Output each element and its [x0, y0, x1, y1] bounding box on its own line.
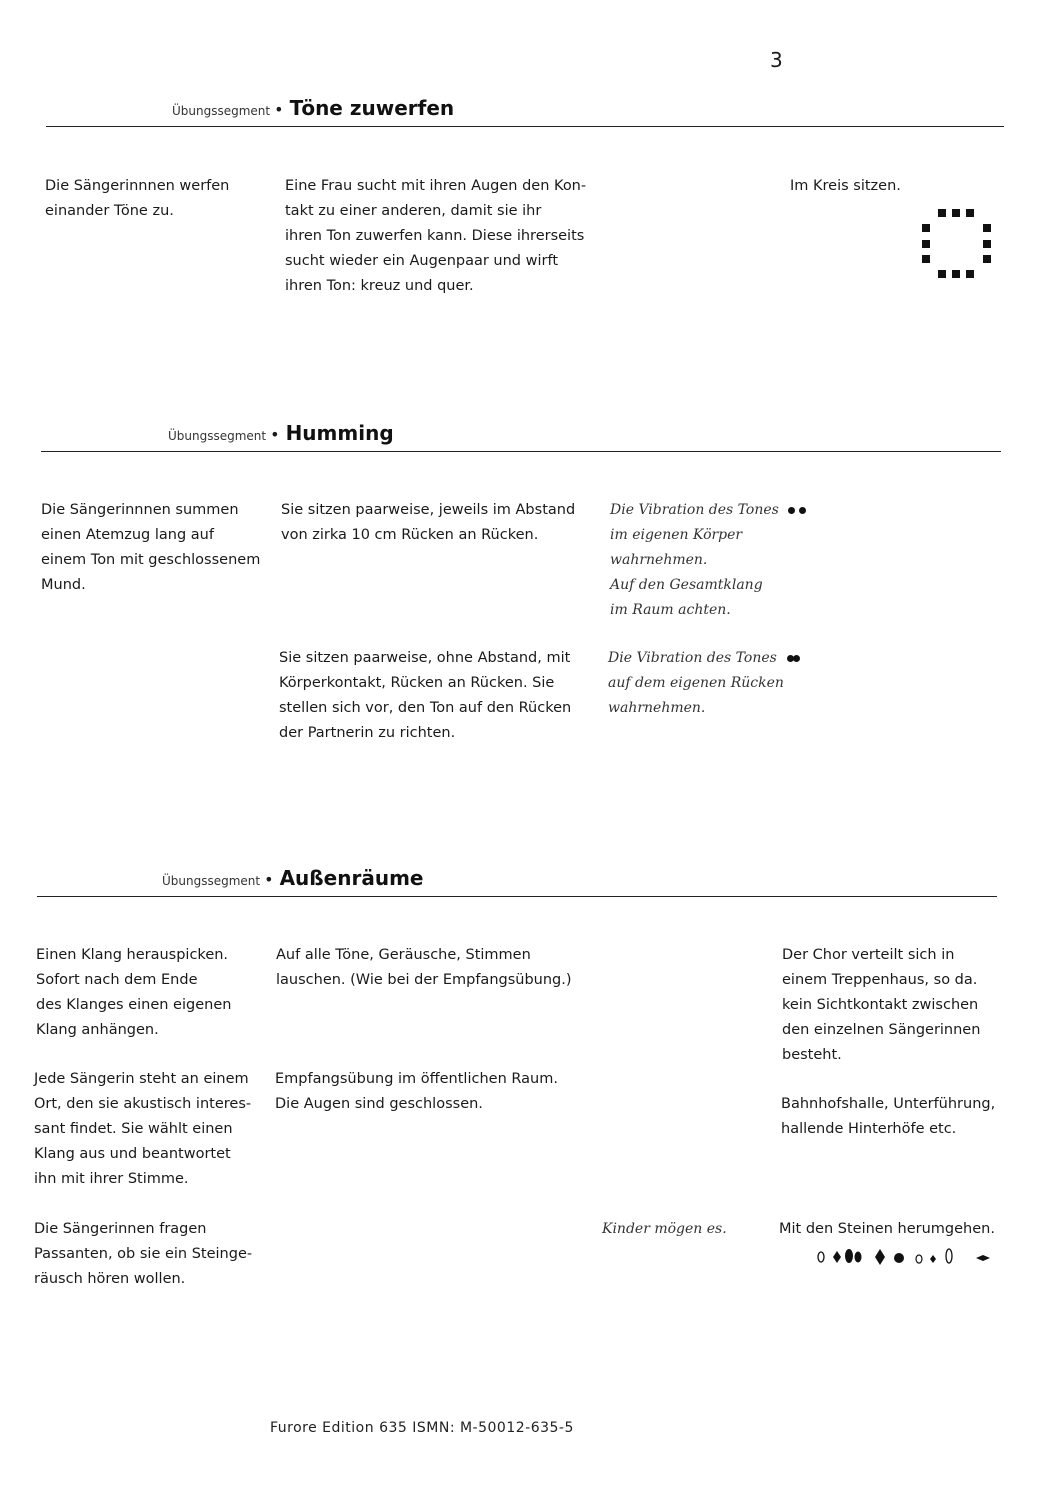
setup-text: Bahnhofshalle, Unterführung, hallende Hinterhöfe etc.: [781, 1096, 996, 1137]
description-text: Jede Sängerin steht an einem Ort, den sie akustisch interes- sant findet. Sie wählt einen Klang aus und beantwortet ihn mit ihrer Stimme.: [34, 1071, 252, 1187]
segment-title: Außenräume: [279, 866, 424, 890]
section-divider: [46, 126, 1004, 127]
segment-label: Übungssegment: [172, 104, 271, 118]
note-text: Kinder mögen es.: [602, 1221, 727, 1237]
segment-title: Töne zuwerfen: [289, 96, 455, 120]
note-text: Die Vibration des Tones auf dem eigenen Rücken wahrnehmen.: [608, 650, 784, 716]
circle-seating-diagram-icon: [918, 206, 998, 280]
instruction-text: Auf alle Töne, Geräusche, Stimmen lauschen. (Wie bei der Empfangsübung.): [276, 947, 572, 988]
instruction-text: Empfangsübung im öffentlichen Raum. Die Augen sind geschlossen.: [275, 1071, 558, 1112]
description-text: Die Sängerinnnen werfen einander Töne zu.: [45, 178, 230, 219]
bullet: •: [264, 870, 274, 889]
instruction-text: Sie sitzen paarweise, jeweils im Abstand von zirka 10 cm Rücken an Rücken.: [281, 502, 576, 543]
two-dots-touching-icon: [787, 654, 807, 664]
segment-label: Übungssegment: [162, 874, 261, 888]
bullet: •: [270, 425, 280, 444]
description-text: Die Sängerinnnen summen einen Atemzug lang auf einem Ton mit geschlossenem Mund.: [41, 502, 261, 593]
description-text: Einen Klang herauspicken. Sofort nach dem Ende des Klanges einen eigenen Klang anhängen.: [36, 947, 232, 1038]
two-dots-apart-icon: [788, 506, 812, 516]
note-text: Die Vibration des Tones im eigenen Körper wahrnehmen. Auf den Gesamtklang im Raum achten.: [610, 502, 779, 618]
section-divider: [37, 896, 997, 897]
footer-publisher: Furore Edition 635 ISMN: M-50012-635-5: [270, 1420, 574, 1436]
section-divider: [41, 451, 1001, 452]
instruction-text: Sie sitzen paarweise, ohne Abstand, mit Körperkontakt, Rücken an Rücken. Sie stellen sich vor, den Ton auf den Rücken der Partnerin zu richten.: [279, 650, 572, 741]
setup-text: Im Kreis sitzen.: [790, 178, 901, 194]
segment-header-aussenraeume: [162, 866, 423, 890]
bullet: •: [274, 100, 284, 119]
segment-header-toene-zuwerfen: [172, 96, 454, 120]
scattered-stones-icon: [815, 1244, 995, 1268]
segment-header-humming: [168, 421, 394, 445]
instruction-text: Eine Frau sucht mit ihren Augen den Kon- takt zu einer anderen, damit sie ihr ihren Ton zuwerfen kann. Diese ihrerseits sucht wieder ein Augenpaar und wirft ihren Ton: kreuz und quer.: [285, 178, 587, 294]
page-number: 3: [770, 48, 783, 72]
description-text: Die Sängerinnen fragen Passanten, ob sie ein Steinge- räusch hören wollen.: [34, 1221, 253, 1287]
setup-text: Mit den Steinen herumgehen.: [779, 1221, 995, 1237]
segment-title: Humming: [285, 421, 394, 445]
segment-label: Übungssegment: [168, 429, 267, 443]
setup-text: Der Chor verteilt sich in einem Treppenhaus, so da. kein Sichtkontakt zwischen den einzelnen Sängerinnen besteht.: [782, 947, 981, 1063]
